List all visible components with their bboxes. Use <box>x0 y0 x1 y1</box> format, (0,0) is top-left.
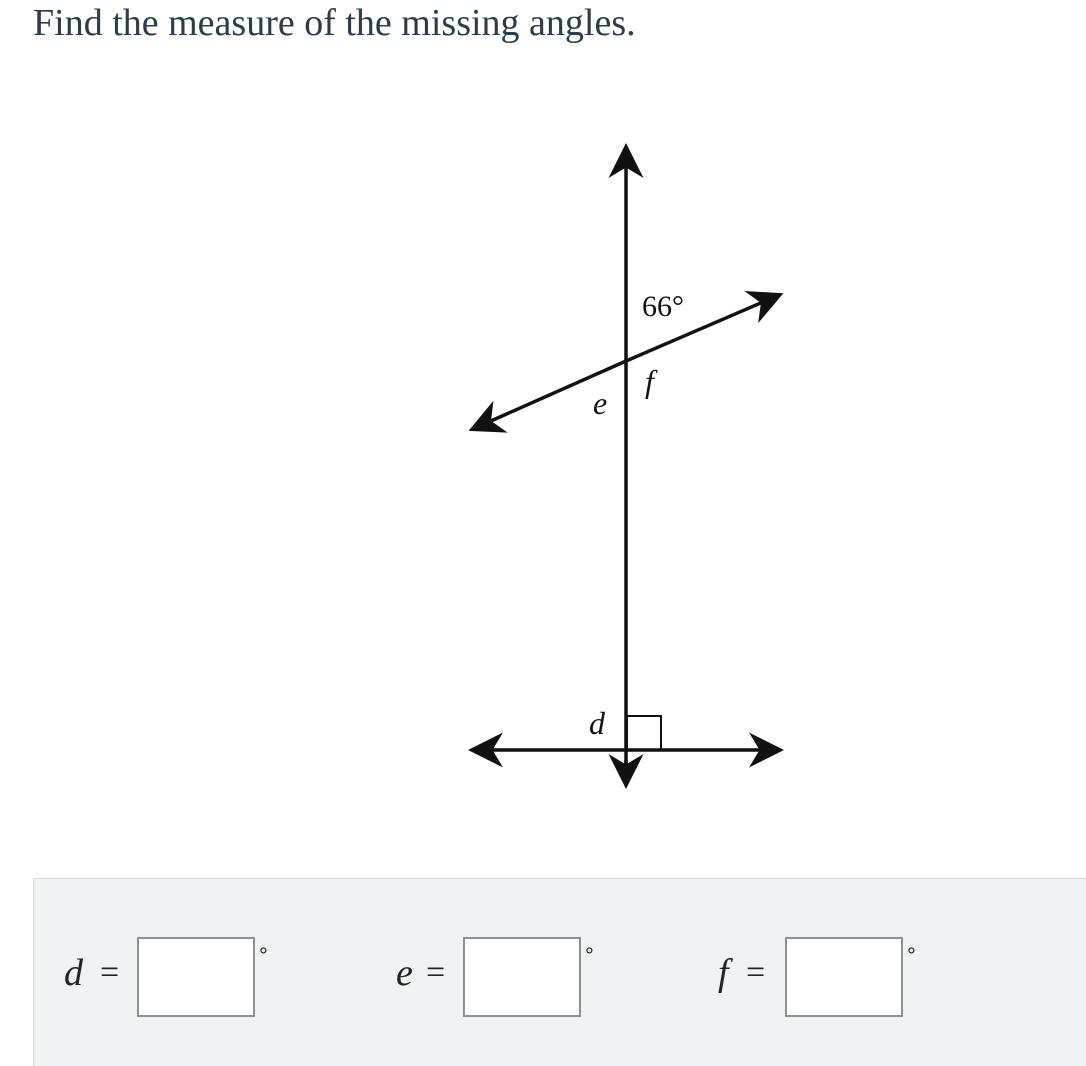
angle-f-input[interactable] <box>785 937 903 1017</box>
answer-variable-f: f <box>718 952 729 994</box>
angle-label-f: f <box>645 363 654 399</box>
angle-label-d: d <box>589 705 605 741</box>
right-angle-marker <box>627 716 661 750</box>
angle-label-e: e <box>593 385 608 421</box>
equals-sign-d: = <box>100 954 120 991</box>
equals-sign-f: = <box>746 954 766 991</box>
degree-symbol-e: ° <box>585 943 594 968</box>
degree-symbol-d: ° <box>259 943 268 968</box>
angle-d-input[interactable] <box>137 937 255 1017</box>
answer-variable-e: e <box>396 952 413 994</box>
answer-variable-d: d <box>64 952 83 994</box>
question-prompt: Find the measure of the missing angles. <box>33 2 636 44</box>
answer-panel <box>33 878 1086 1066</box>
angle-e-input[interactable] <box>463 937 581 1017</box>
degree-symbol-f: ° <box>907 943 916 968</box>
equals-sign-e: = <box>426 954 446 991</box>
given-angle-label: 66° <box>642 290 684 323</box>
